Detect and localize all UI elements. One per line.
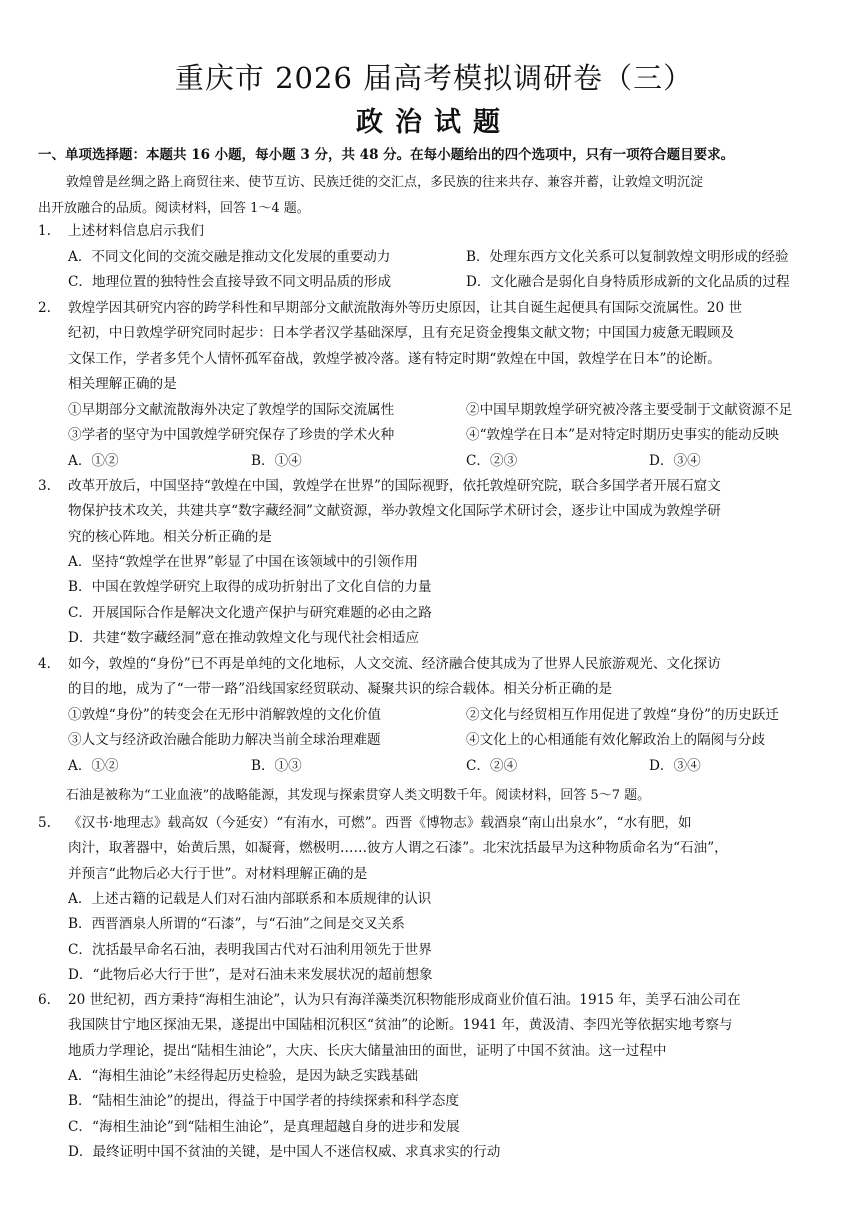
option-c[interactable]: C．开展国际合作是解决文化遗产保护与研究难题的必由之路 (68, 604, 432, 621)
option-a[interactable]: A．“海相生油论”未经得起历史检验，是因为缺乏实践基础 (68, 1068, 418, 1084)
section-heading: 一、单项选择题：本题共 16 小题，每小题 3 分，共 48 分。在每小题给出的四个选项中，只有一项符合题目要求。 (38, 147, 735, 163)
option-b[interactable]: B．处理东西方文化关系可以复制敦煌文明形成的经验 (466, 249, 789, 265)
option-b[interactable]: B．中国在敦煌学研究上取得的成功折射出了文化自信的力量 (68, 579, 432, 596)
question-stem-line: 改革开放后，中国坚持“敦煌在中国，敦煌学在世界”的国际视野，依托敦煌研究院，联合多国学者开展石窟文 (68, 478, 721, 494)
option-b[interactable]: B．“陆相生油论”的提出，得益于中国学者的持续探索和科学态度 (68, 1093, 459, 1110)
option-d[interactable]: D．“此物后必大行于世”，是对石油未来发展状况的超前想象 (68, 966, 433, 983)
question-stem-line: 纪初，中日敦煌学研究同时起步：日本学者汉学基础深厚，且有充足资金搜集文献文物；中国国力疲惫无暇顾及 (68, 325, 735, 342)
statement-3: ③人文与经济政治融合能助力解决当前全球治理难题 (68, 732, 381, 749)
option-a[interactable]: A．坚持“敦煌学在世界”彰显了中国在该领域中的引领作用 (68, 554, 418, 570)
question-number: 1. (38, 223, 51, 239)
question-number: 4. (38, 656, 51, 672)
option-b[interactable]: B．西晋酒泉人所谓的“石漆”，与“石油”之间是交叉关系 (68, 916, 405, 933)
statement-3: ③学者的坚守为中国敦煌学研究保存了珍贵的学术火种 (68, 427, 395, 444)
question-number: 2. (38, 300, 51, 316)
question-stem-line: 20 世纪初，西方秉持“海相生油论”，认为只有海洋藻类沉积物能形成商业价值石油。1915 年，美孚石油公司在 (68, 992, 741, 1008)
option-d[interactable]: D．③④ (649, 452, 701, 469)
option-b[interactable]: B．①③ (251, 757, 302, 774)
question-stem-line: 的目的地，成为了“一带一路”沿线国家经贸联动、凝聚共识的综合载体。相关分析正确的是 (68, 681, 613, 698)
question-stem-line: 我国陕甘宁地区探油无果，遂提出中国陆相沉积区“贫油”的论断。1941 年，黄汲清、李四光等依据实地考察与 (68, 1017, 733, 1034)
material-line: 出开放融合的品质。阅读材料，回答 1～4 题。 (38, 201, 310, 216)
subject-title: 政治试题 (356, 107, 512, 138)
question-1 (38, 219, 833, 244)
statement-2: ②中国早期敦煌学研究被冷落主要受制于文献资源不足 (466, 402, 793, 418)
material-line: 石油是被称为“工业血液”的战略能源，其发现与探索贯穿人类文明数千年。阅读材料，回答 5～7 题。 (66, 788, 651, 803)
question-1-options (68, 245, 838, 296)
statement-2: ②文化与经贸相互作用促进了敦煌“身份”的历史跃迁 (466, 707, 779, 723)
question-6-options (68, 1064, 838, 1165)
option-c[interactable]: C．②④ (466, 757, 518, 774)
option-c[interactable]: C．沈括最早命名石油，表明我国古代对石油利用领先于世界 (68, 941, 432, 958)
material-intro-2 (38, 783, 838, 809)
option-a[interactable]: A．上述古籍的记载是人们对石油内部联系和本质规律的认识 (68, 891, 432, 907)
question-6 (38, 988, 833, 1064)
option-d[interactable]: D．文化融合是弱化自身特质形成新的文化品质的过程 (466, 274, 790, 291)
question-2 (38, 296, 833, 397)
question-stem-line: 相关理解正确的是 (68, 375, 177, 392)
question-stem-line: 如今，敦煌的“身份”已不再是单纯的文化地标，人文交流、经济融合使其成为了世界人民旅游观光、文化探访 (68, 656, 721, 672)
option-d[interactable]: D．最终证明中国不贫油的关键，是中国人不迷信权威、求真求实的行动 (68, 1143, 501, 1160)
question-2-statements (68, 398, 838, 474)
question-number: 6. (38, 992, 51, 1008)
question-3-options (68, 550, 838, 651)
question-5-options (68, 887, 838, 988)
exam-title: 重庆市 2026 届高考模拟调研卷（三） (174, 61, 694, 95)
question-stem-line: 物保护技术攻关，共建共享“数字藏经洞”文献资源，举办敦煌文化国际学术研讨会，逐步让中国成为敦煌学研 (68, 503, 721, 520)
question-stem-line: 地质力学理论，提出“陆相生油论”，大庆、长庆大储量油田的面世，证明了中国不贫油。这一过程中 (68, 1042, 667, 1059)
question-stem-line: 《汉书·地理志》载高奴（今延安）“有洧水，可燃”。西晋《博物志》载酒泉“南山出泉水”，“水有肥，如 (68, 815, 692, 831)
option-a[interactable]: A．不同文化间的交流交融是推动文化发展的重要动力 (68, 249, 391, 265)
statement-4: ④“敦煌学在日本”是对特定时期历史事实的能动反映 (466, 427, 779, 444)
option-a[interactable]: A．①② (68, 757, 119, 774)
question-5 (38, 811, 833, 887)
question-4 (38, 652, 833, 703)
option-b[interactable]: B．①④ (251, 452, 302, 469)
question-stem-line: 并预言“此物后必大行于世”。对材料理解正确的是 (68, 865, 368, 882)
question-stem-line: 文保工作，学者多凭个人情怀孤军奋战，敦煌学被冷落。遂有特定时期“敦煌在中国，敦煌学在日本”的论断。 (68, 350, 721, 367)
statement-4: ④文化上的心相通能有效化解政治上的隔阂与分歧 (466, 732, 766, 749)
question-number: 5. (38, 815, 51, 831)
question-stem-line: 敦煌学因其研究内容的跨学科性和早期部分文献流散海外等历史原因，让其自诞生起便具有国际交流属性。20 世 (68, 300, 743, 316)
question-stem-line: 肉汁，取著器中，始黄后黑，如凝膏，燃极明……彼方人谓之石漆”。北宋沈括最早为这种物质命名为“石油”， (68, 840, 728, 857)
option-c[interactable]: C．地理位置的独特性会直接导致不同文明品质的形成 (68, 274, 392, 291)
question-3 (38, 474, 833, 550)
question-stem-line: 究的核心阵地。相关分析正确的是 (68, 528, 272, 545)
option-d[interactable]: D．③④ (649, 757, 701, 774)
material-intro-1 (38, 170, 838, 222)
material-line: 敦煌曾是丝绸之路上商贸往来、使节互访、民族迁徙的交汇点，多民族的往来共存、兼容并蓄，让敦煌文明沉淀 (66, 175, 704, 190)
option-a[interactable]: A．①② (68, 452, 119, 469)
question-4-statements (68, 703, 838, 779)
question-stem-line: 上述材料信息启示我们 (68, 223, 204, 239)
statement-1: ①敦煌“身份”的转变会在无形中消解敦煌的文化价值 (68, 707, 381, 723)
option-c[interactable]: C．②③ (466, 452, 518, 469)
option-d[interactable]: D．共建“数字藏经洞”意在推动敦煌文化与现代社会相适应 (68, 629, 420, 646)
question-number: 3. (38, 478, 51, 494)
option-c[interactable]: C．“海相生油论”到“陆相生油论”，是真理超越自身的进步和发展 (68, 1118, 460, 1135)
statement-1: ①早期部分文献流散海外决定了敦煌学的国际交流属性 (68, 402, 395, 418)
